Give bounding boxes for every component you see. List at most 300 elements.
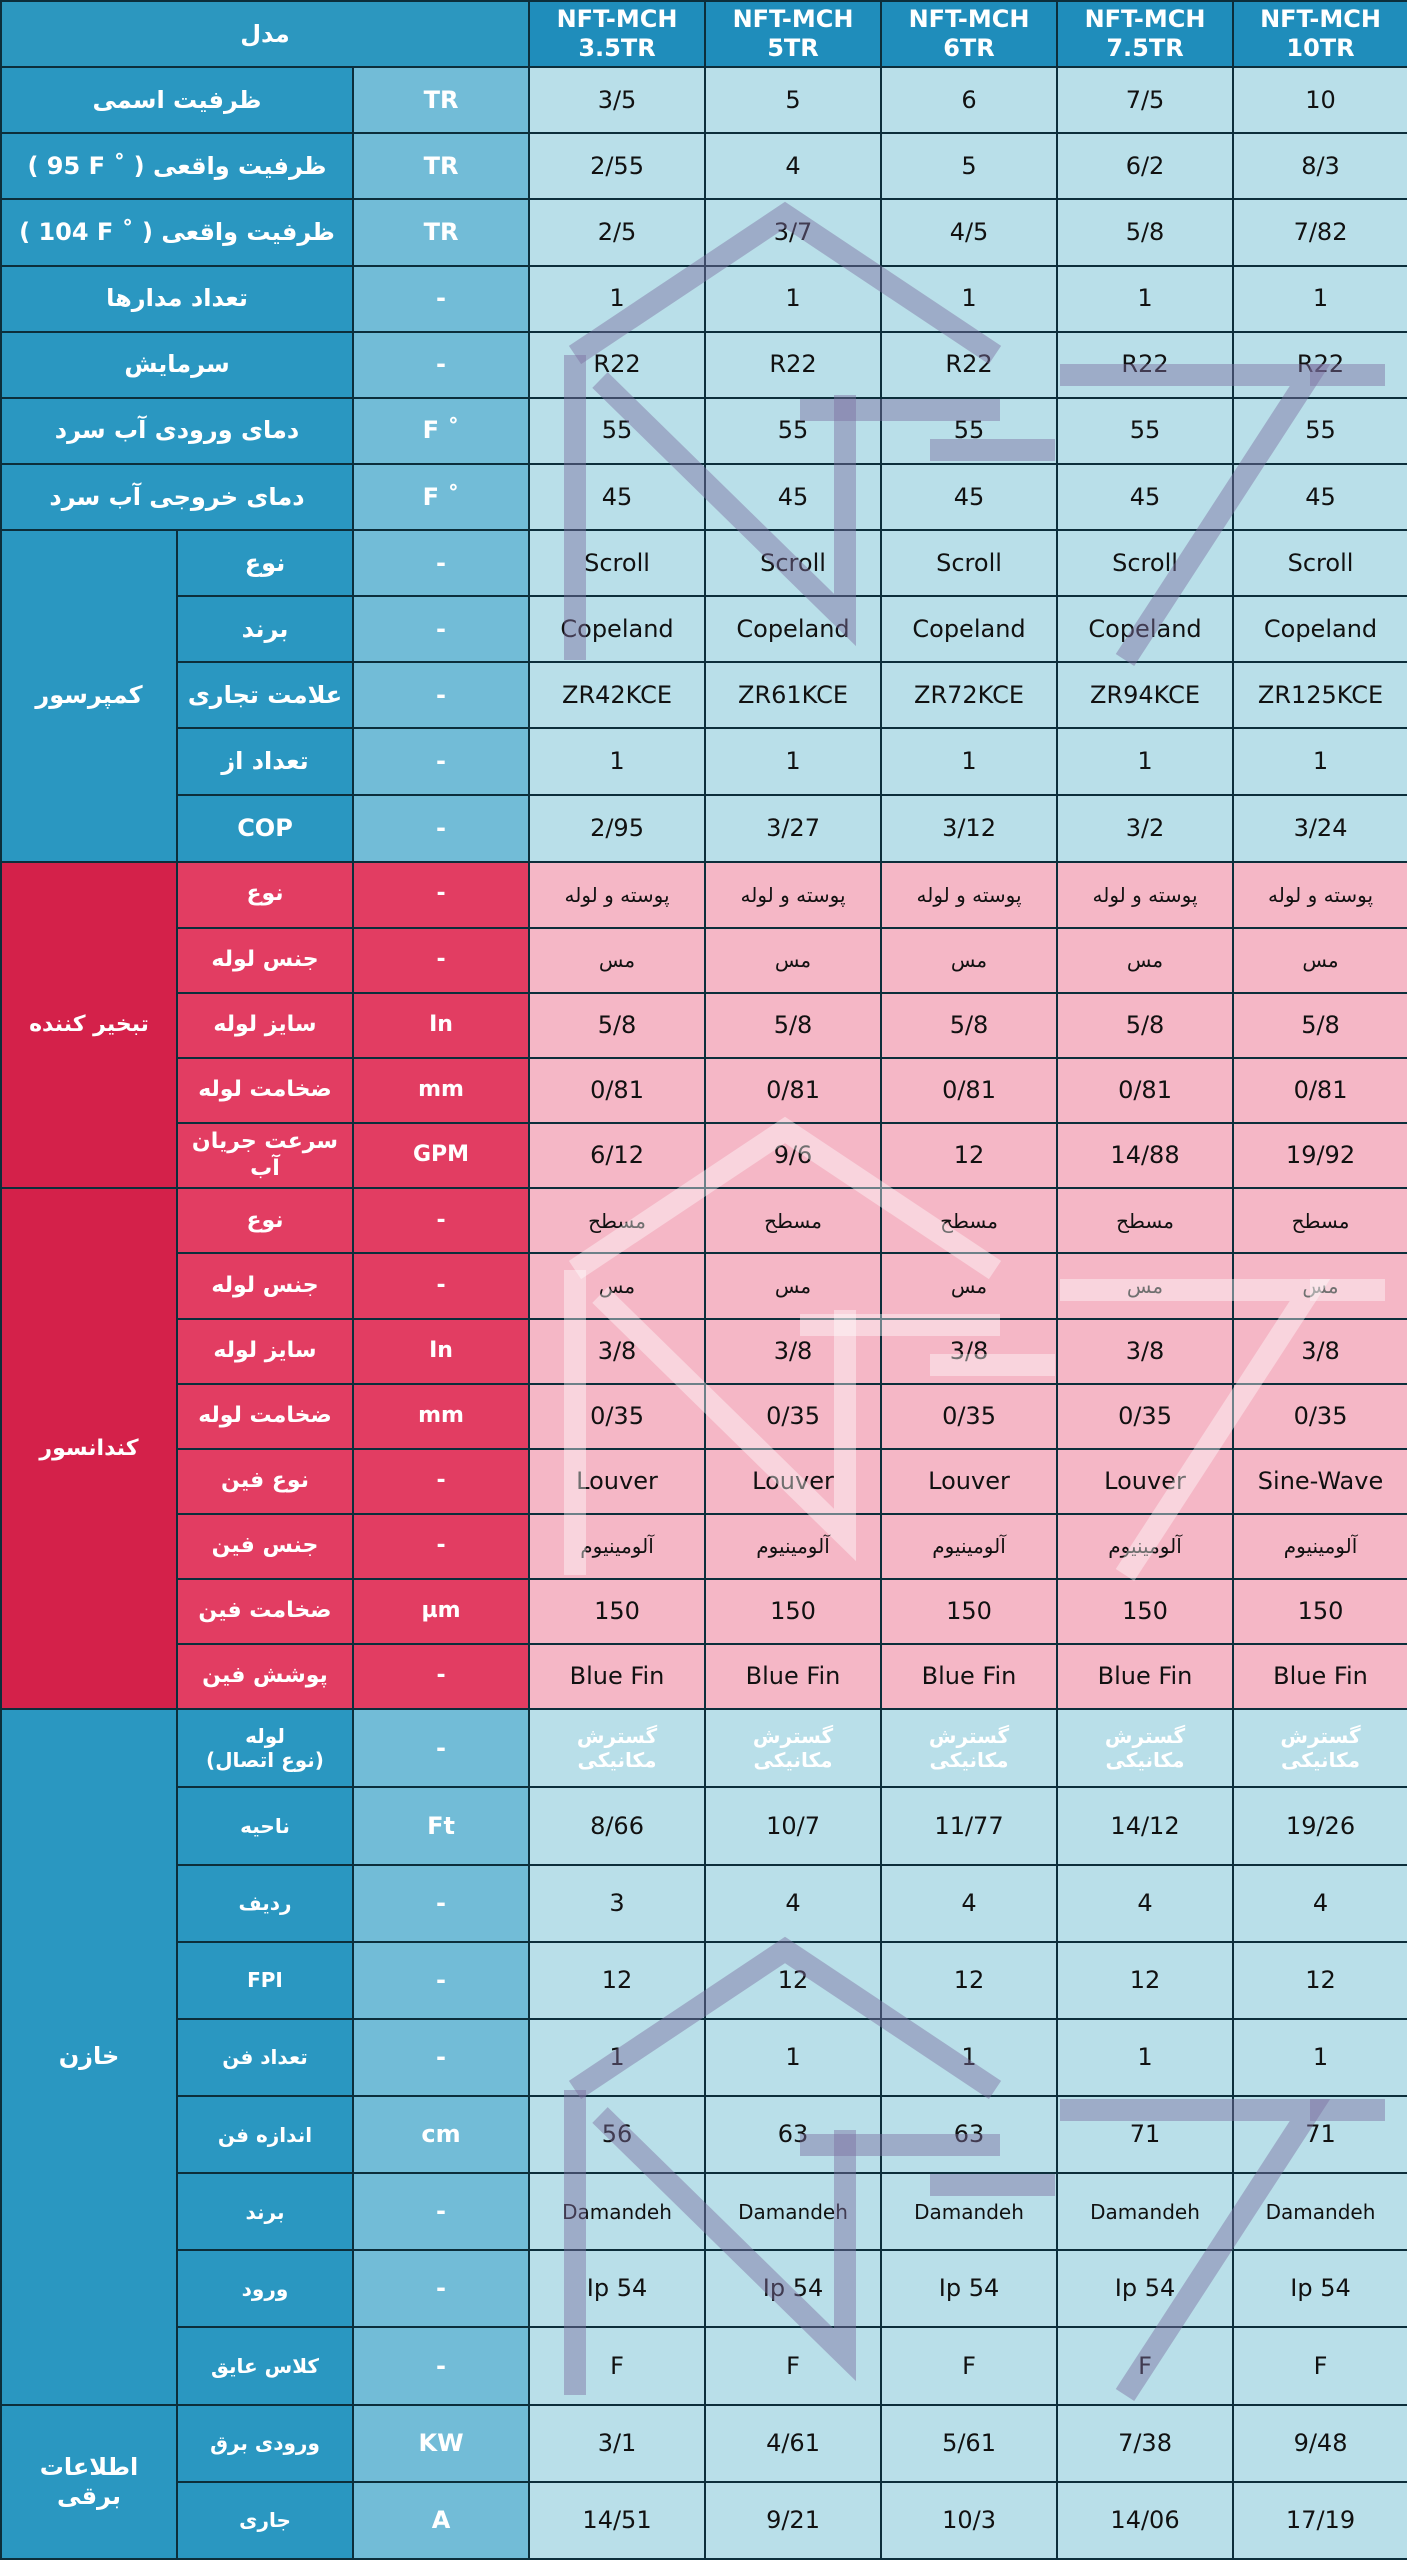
cell-value: آلومینیوم <box>529 1514 705 1579</box>
spec-row <box>1 2250 1407 2327</box>
cell-value: 150 <box>705 1579 881 1644</box>
cell-value: Louver <box>1057 1449 1233 1514</box>
row-unit: - <box>353 1942 529 2019</box>
row-unit: In <box>353 1319 529 1384</box>
spec-row <box>1 1123 1407 1188</box>
row-unit: - <box>353 1514 529 1579</box>
cell-value: 1 <box>881 728 1057 794</box>
header-row <box>1 1 1407 67</box>
row-label: FPI <box>177 1942 353 2019</box>
model-label: مدل <box>1 1 529 67</box>
row-label: ورود <box>177 2250 353 2327</box>
cell-value: 12 <box>705 1942 881 2019</box>
row-unit: A <box>353 2482 529 2559</box>
cell-value: مس <box>881 1253 1057 1318</box>
cell-value: 150 <box>881 1579 1057 1644</box>
cell-value: مسطح <box>881 1188 1057 1253</box>
cell-value: F <box>529 2327 705 2404</box>
cell-value: 1 <box>881 266 1057 332</box>
row-label: نوع فین <box>177 1449 353 1514</box>
spec-row <box>1 530 1407 596</box>
cell-value: 45 <box>1057 464 1233 530</box>
cell-value: مسطح <box>1233 1188 1407 1253</box>
spec-row <box>1 199 1407 265</box>
row-unit: - <box>353 1253 529 1318</box>
cell-value: 9/48 <box>1233 2405 1407 2482</box>
cell-value: Ip 54 <box>705 2250 881 2327</box>
model-header: NFT-MCH 6TR <box>881 1 1057 67</box>
model-header: NFT-MCH 5TR <box>705 1 881 67</box>
group-label-electrical: اطلاعات برقی <box>1 2405 177 2559</box>
row-label: جاری <box>177 2482 353 2559</box>
cell-value: 5/8 <box>1057 993 1233 1058</box>
spec-row <box>1 398 1407 464</box>
cell-value: 1 <box>529 2019 705 2096</box>
cell-value: 1 <box>1057 728 1233 794</box>
cell-value: 0/35 <box>1233 1384 1407 1449</box>
row-unit: - <box>353 728 529 794</box>
row-label: ناحیه <box>177 1787 353 1864</box>
cell-value: گسترش مکانیکی <box>529 1709 705 1787</box>
cell-value: Ip 54 <box>1233 2250 1407 2327</box>
row-label: دمای خروجی آب سرد <box>1 464 353 530</box>
cell-value: 10/3 <box>881 2482 1057 2559</box>
row-unit: F ˚ <box>353 398 529 464</box>
cell-value: Damandeh <box>705 2173 881 2250</box>
spec-row <box>1 928 1407 993</box>
cell-value: 2/5 <box>529 199 705 265</box>
cell-value: 45 <box>881 464 1057 530</box>
cell-value: Ip 54 <box>1057 2250 1233 2327</box>
cell-value: 8/3 <box>1233 133 1407 199</box>
cell-value: 1 <box>705 266 881 332</box>
cell-value: 5/8 <box>529 993 705 1058</box>
row-label: COP <box>177 795 353 862</box>
cell-value: 0/35 <box>529 1384 705 1449</box>
cell-value: آلومینیوم <box>705 1514 881 1579</box>
cell-value: 7/38 <box>1057 2405 1233 2482</box>
model-header: NFT-MCH 10TR <box>1233 1 1407 67</box>
row-unit: TR <box>353 133 529 199</box>
cell-value: 3/8 <box>881 1319 1057 1384</box>
cell-value: 56 <box>529 2096 705 2173</box>
cell-value: Blue Fin <box>1057 1644 1233 1709</box>
cell-value: 2/95 <box>529 795 705 862</box>
spec-row <box>1 1865 1407 1942</box>
row-unit: - <box>353 662 529 728</box>
cell-value: Scroll <box>705 530 881 596</box>
cell-value: 71 <box>1057 2096 1233 2173</box>
row-unit: - <box>353 332 529 398</box>
row-label: دمای ورودی آب سرد <box>1 398 353 464</box>
row-label: ضخامت لوله <box>177 1384 353 1449</box>
group-label-tank: خازن <box>1 1709 177 2404</box>
row-label: ورودی برق <box>177 2405 353 2482</box>
cell-value: 4/5 <box>881 199 1057 265</box>
cell-value: 6 <box>881 67 1057 133</box>
cell-value: ZR72KCE <box>881 662 1057 728</box>
cell-value: 4 <box>705 133 881 199</box>
row-unit: cm <box>353 2096 529 2173</box>
row-unit: - <box>353 266 529 332</box>
cell-value: 0/81 <box>705 1058 881 1123</box>
cell-value: مسطح <box>705 1188 881 1253</box>
cell-value: گسترش مکانیکی <box>1233 1709 1407 1787</box>
cell-value: Scroll <box>1233 530 1407 596</box>
cell-value: 55 <box>529 398 705 464</box>
cell-value: Copeland <box>1233 596 1407 662</box>
cell-value: پوسته و لوله <box>529 862 705 928</box>
cell-value: 4 <box>1057 1865 1233 1942</box>
cell-value: R22 <box>705 332 881 398</box>
spec-row <box>1 2482 1407 2559</box>
cell-value: 6/2 <box>1057 133 1233 199</box>
cell-value: Louver <box>529 1449 705 1514</box>
cell-value: 5 <box>705 67 881 133</box>
cell-value: 3 <box>529 1865 705 1942</box>
cell-value: آلومینیوم <box>881 1514 1057 1579</box>
cell-value: 55 <box>1233 398 1407 464</box>
cell-value: 3/8 <box>1057 1319 1233 1384</box>
cell-value: 1 <box>1233 2019 1407 2096</box>
row-label: سایز لوله <box>177 1319 353 1384</box>
cell-value: 3/2 <box>1057 795 1233 862</box>
cell-value: 5/8 <box>705 993 881 1058</box>
spec-row <box>1 662 1407 728</box>
row-unit: - <box>353 1188 529 1253</box>
cell-value: 1 <box>1057 266 1233 332</box>
row-unit: - <box>353 862 529 928</box>
row-unit: - <box>353 2173 529 2250</box>
cell-value: 150 <box>529 1579 705 1644</box>
spec-row <box>1 2173 1407 2250</box>
row-label: ضخامت فین <box>177 1579 353 1644</box>
cell-value: Sine-Wave <box>1233 1449 1407 1514</box>
cell-value: Damandeh <box>1233 2173 1407 2250</box>
spec-row <box>1 1787 1407 1864</box>
row-label: پوشش فین <box>177 1644 353 1709</box>
cell-value: Ip 54 <box>529 2250 705 2327</box>
row-label: کلاس عایق <box>177 2327 353 2404</box>
row-label: نوع <box>177 530 353 596</box>
spec-row <box>1 993 1407 1058</box>
cell-value: 63 <box>881 2096 1057 2173</box>
spec-row <box>1 2405 1407 2482</box>
cell-value: 4 <box>881 1865 1057 1942</box>
cell-value: 1 <box>1233 266 1407 332</box>
row-unit: F ˚ <box>353 464 529 530</box>
row-unit: - <box>353 1449 529 1514</box>
row-unit: TR <box>353 67 529 133</box>
cell-value: گسترش مکانیکی <box>1057 1709 1233 1787</box>
row-unit: - <box>353 1865 529 1942</box>
cell-value: مس <box>881 928 1057 993</box>
cell-value: مس <box>529 928 705 993</box>
row-label: ظرفیت اسمی <box>1 67 353 133</box>
spec-row <box>1 795 1407 862</box>
cell-value: 0/81 <box>1057 1058 1233 1123</box>
cell-value: R22 <box>529 332 705 398</box>
cell-value: Scroll <box>1057 530 1233 596</box>
row-unit: - <box>353 1709 529 1787</box>
cell-value: 3/27 <box>705 795 881 862</box>
spec-row <box>1 1514 1407 1579</box>
spec-row <box>1 1253 1407 1318</box>
spec-row <box>1 728 1407 794</box>
row-label: ردیف <box>177 1865 353 1942</box>
cell-value: 5/8 <box>881 993 1057 1058</box>
cell-value: 0/35 <box>705 1384 881 1449</box>
spec-row <box>1 1579 1407 1644</box>
row-label: تعداد مدارها <box>1 266 353 332</box>
cell-value: 4 <box>1233 1865 1407 1942</box>
cell-value: 5/61 <box>881 2405 1057 2482</box>
cell-value: 3/8 <box>1233 1319 1407 1384</box>
cell-value: 0/81 <box>529 1058 705 1123</box>
group-label-evaporator: تبخیر کننده <box>1 862 177 1189</box>
row-unit: Ft <box>353 1787 529 1864</box>
row-unit: - <box>353 2327 529 2404</box>
row-label: جنس فین <box>177 1514 353 1579</box>
cell-value: 0/81 <box>881 1058 1057 1123</box>
row-label: لوله (نوع اتصال) <box>177 1709 353 1787</box>
spec-row <box>1 464 1407 530</box>
spec-row <box>1 67 1407 133</box>
row-label: برند <box>177 596 353 662</box>
row-unit: - <box>353 1644 529 1709</box>
spec-row <box>1 1058 1407 1123</box>
cell-value: 55 <box>881 398 1057 464</box>
cell-value: 7/82 <box>1233 199 1407 265</box>
cell-value: Copeland <box>881 596 1057 662</box>
spec-row <box>1 266 1407 332</box>
cell-value: 0/81 <box>1233 1058 1407 1123</box>
cell-value: 14/51 <box>529 2482 705 2559</box>
cell-value: 1 <box>529 728 705 794</box>
cell-value: مس <box>1057 1253 1233 1318</box>
cell-value: 0/35 <box>881 1384 1057 1449</box>
model-header: NFT-MCH 3.5TR <box>529 1 705 67</box>
spec-row <box>1 1709 1407 1787</box>
cell-value: 5/8 <box>1057 199 1233 265</box>
cell-value: مس <box>1233 928 1407 993</box>
cell-value: 63 <box>705 2096 881 2173</box>
model-header: NFT-MCH 7.5TR <box>1057 1 1233 67</box>
cell-value: 5/8 <box>1233 993 1407 1058</box>
spec-row <box>1 596 1407 662</box>
spec-row <box>1 862 1407 928</box>
cell-value: گسترش مکانیکی <box>705 1709 881 1787</box>
cell-value: 45 <box>1233 464 1407 530</box>
row-label: ضخامت لوله <box>177 1058 353 1123</box>
cell-value: Louver <box>705 1449 881 1514</box>
cell-value: ZR61KCE <box>705 662 881 728</box>
cell-value: 12 <box>881 1123 1057 1188</box>
cell-value: R22 <box>881 332 1057 398</box>
row-label: ( 104 F ˚ ) ظرفیت واقعی <box>1 199 353 265</box>
cell-value: مس <box>1233 1253 1407 1318</box>
row-unit: - <box>353 795 529 862</box>
cell-value: Copeland <box>1057 596 1233 662</box>
spec-row <box>1 2096 1407 2173</box>
cell-value: Ip 54 <box>881 2250 1057 2327</box>
cell-value: F <box>1057 2327 1233 2404</box>
spec-row <box>1 2019 1407 2096</box>
cell-value: 45 <box>529 464 705 530</box>
cell-value: گسترش مکانیکی <box>881 1709 1057 1787</box>
spec-row <box>1 1942 1407 2019</box>
cell-value: 14/06 <box>1057 2482 1233 2559</box>
cell-value: 12 <box>1057 1942 1233 2019</box>
spec-row <box>1 1644 1407 1709</box>
row-unit: - <box>353 530 529 596</box>
row-unit: µm <box>353 1579 529 1644</box>
cell-value: 1 <box>705 2019 881 2096</box>
cell-value: 8/66 <box>529 1787 705 1864</box>
cell-value: R22 <box>1057 332 1233 398</box>
cell-value: 10 <box>1233 67 1407 133</box>
cell-value: F <box>881 2327 1057 2404</box>
cell-value: مسطح <box>529 1188 705 1253</box>
cell-value: 5 <box>881 133 1057 199</box>
row-unit: - <box>353 2250 529 2327</box>
row-label: جنس لوله <box>177 1253 353 1318</box>
cell-value: Scroll <box>881 530 1057 596</box>
cell-value: 11/77 <box>881 1787 1057 1864</box>
cell-value: مس <box>705 928 881 993</box>
row-label: نوع <box>177 1188 353 1253</box>
row-unit: KW <box>353 2405 529 2482</box>
cell-value: 55 <box>705 398 881 464</box>
cell-value: 71 <box>1233 2096 1407 2173</box>
row-label: نوع <box>177 862 353 928</box>
cell-value: 14/12 <box>1057 1787 1233 1864</box>
row-label: سرعت جریان آب <box>177 1123 353 1188</box>
cell-value: پوسته و لوله <box>881 862 1057 928</box>
cell-value: 1 <box>1057 2019 1233 2096</box>
cell-value: 45 <box>705 464 881 530</box>
cell-value: 9/21 <box>705 2482 881 2559</box>
group-label-condenser: کندانسور <box>1 1188 177 1709</box>
row-label: برند <box>177 2173 353 2250</box>
cell-value: F <box>705 2327 881 2404</box>
row-unit: TR <box>353 199 529 265</box>
cell-value: 12 <box>1233 1942 1407 2019</box>
cell-value: 3/24 <box>1233 795 1407 862</box>
row-label: علامت تجاری <box>177 662 353 728</box>
cell-value: Damandeh <box>529 2173 705 2250</box>
cell-value: Blue Fin <box>705 1644 881 1709</box>
spec-row <box>1 1319 1407 1384</box>
cell-value: 2/55 <box>529 133 705 199</box>
cell-value: 150 <box>1057 1579 1233 1644</box>
cell-value: Damandeh <box>881 2173 1057 2250</box>
row-label: جنس لوله <box>177 928 353 993</box>
cell-value: 4/61 <box>705 2405 881 2482</box>
row-unit: mm <box>353 1384 529 1449</box>
cell-value: 3/1 <box>529 2405 705 2482</box>
cell-value: پوسته و لوله <box>705 862 881 928</box>
cell-value: 1 <box>1233 728 1407 794</box>
row-label: تعداد از <box>177 728 353 794</box>
cell-value: آلومینیوم <box>1057 1514 1233 1579</box>
cell-value: Blue Fin <box>881 1644 1057 1709</box>
row-label: سرمایش <box>1 332 353 398</box>
cell-value: ZR94KCE <box>1057 662 1233 728</box>
cell-value: مسطح <box>1057 1188 1233 1253</box>
cell-value: 3/5 <box>529 67 705 133</box>
cell-value: 6/12 <box>529 1123 705 1188</box>
spec-row <box>1 1188 1407 1253</box>
cell-value: Damandeh <box>1057 2173 1233 2250</box>
cell-value: F <box>1233 2327 1407 2404</box>
cell-value: 3/7 <box>705 199 881 265</box>
cell-value: 1 <box>529 266 705 332</box>
cell-value: 12 <box>881 1942 1057 2019</box>
cell-value: مس <box>1057 928 1233 993</box>
row-unit: GPM <box>353 1123 529 1188</box>
cell-value: آلومینیوم <box>1233 1514 1407 1579</box>
cell-value: 0/35 <box>1057 1384 1233 1449</box>
spec-row <box>1 1449 1407 1514</box>
cell-value: 3/8 <box>529 1319 705 1384</box>
cell-value: 10/7 <box>705 1787 881 1864</box>
group-label-compressor: کمپرسور <box>1 530 177 862</box>
cell-value: 19/92 <box>1233 1123 1407 1188</box>
row-unit: - <box>353 596 529 662</box>
cell-value: 150 <box>1233 1579 1407 1644</box>
cell-value: Louver <box>881 1449 1057 1514</box>
cell-value: 1 <box>881 2019 1057 2096</box>
row-unit: - <box>353 2019 529 2096</box>
cell-value: 7/5 <box>1057 67 1233 133</box>
cell-value: 9/6 <box>705 1123 881 1188</box>
cell-value: مس <box>529 1253 705 1318</box>
cell-value: پوسته و لوله <box>1057 862 1233 928</box>
cell-value: 17/19 <box>1233 2482 1407 2559</box>
cell-value: Blue Fin <box>1233 1644 1407 1709</box>
spec-row <box>1 1384 1407 1449</box>
row-label: سایز لوله <box>177 993 353 1058</box>
cell-value: 19/26 <box>1233 1787 1407 1864</box>
row-label: تعداد فن <box>177 2019 353 2096</box>
cell-value: 3/8 <box>705 1319 881 1384</box>
cell-value: پوسته و لوله <box>1233 862 1407 928</box>
row-label: ( 95 F ˚ ) ظرفیت واقعی <box>1 133 353 199</box>
spec-row <box>1 2327 1407 2404</box>
cell-value: 4 <box>705 1865 881 1942</box>
cell-value: R22 <box>1233 332 1407 398</box>
row-label: اندازه فن <box>177 2096 353 2173</box>
cell-value: 14/88 <box>1057 1123 1233 1188</box>
cell-value: ZR42KCE <box>529 662 705 728</box>
cell-value: Scroll <box>529 530 705 596</box>
cell-value: 55 <box>1057 398 1233 464</box>
cell-value: 1 <box>705 728 881 794</box>
cell-value: مس <box>705 1253 881 1318</box>
cell-value: ZR125KCE <box>1233 662 1407 728</box>
row-unit: mm <box>353 1058 529 1123</box>
cell-value: Copeland <box>529 596 705 662</box>
cell-value: Copeland <box>705 596 881 662</box>
row-unit: - <box>353 928 529 993</box>
cell-value: 3/12 <box>881 795 1057 862</box>
cell-value: Blue Fin <box>529 1644 705 1709</box>
cell-value: 12 <box>529 1942 705 2019</box>
spec-row <box>1 133 1407 199</box>
spec-row <box>1 332 1407 398</box>
row-unit: In <box>353 993 529 1058</box>
